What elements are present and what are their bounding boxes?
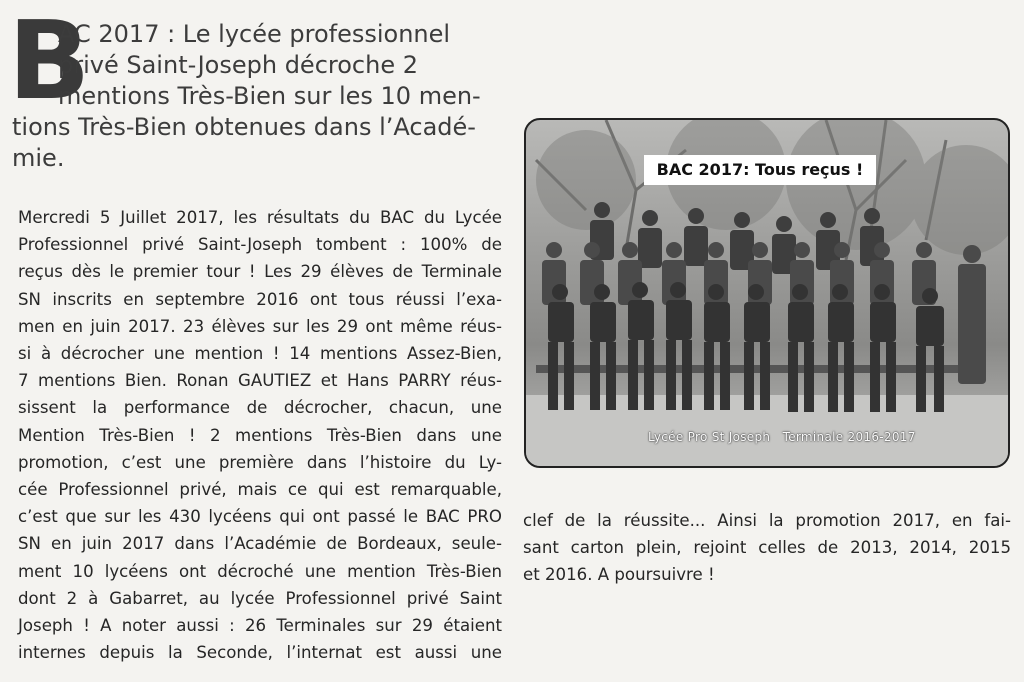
body-line: ment 10 lycéens ont décroché une mention Très-Bien	[18, 561, 502, 581]
body-line: Mention Très-Bien ! 2 mentions Très-Bien dans une	[18, 425, 502, 445]
body-line: 7 mentions Bien. Ronan GAUTIEZ et Hans PARRY réus-	[18, 371, 502, 391]
headline	[12, 19, 508, 174]
body-line: Professionnel privé Saint-Joseph tombent : 100% de	[18, 235, 502, 255]
headline-line: mentions Très-Bien sur les 10 men-	[58, 82, 481, 110]
article-body-column-2	[523, 507, 1011, 589]
body-line: Joseph ! A noter aussi : 26 Terminales sur 29 étaient	[18, 616, 502, 636]
body-line: et 2016. A poursuivre !	[523, 565, 715, 585]
body-line: Mercredi 5 Juillet 2017, les résultats du BAC du Lycée	[18, 208, 502, 227]
body-line: SN en juin 2017 dans l’Académie de Bordeaux, seule-	[18, 534, 502, 554]
body-line: promotion, c’est une première dans l’histoire du Ly-	[18, 452, 502, 472]
body-line: sissent la performance de décrocher, chacun, une	[18, 398, 502, 418]
headline-line: AC 2017 : Le lycée professionnel	[58, 20, 451, 48]
photo-caption: BAC 2017: Tous reçus !	[644, 155, 876, 185]
photo-footer-label: Lycée Pro St Joseph Terminale 2016-2017	[648, 430, 916, 444]
body-line: internes depuis la Seconde, l’internat est aussi une	[18, 643, 502, 663]
body-line: si à décrocher une mention ! 14 mentions Assez-Bien,	[18, 344, 502, 364]
headline-line: privé Saint-Joseph décroche 2	[58, 51, 418, 79]
body-line: sant carton plein, rejoint celles de 2013, 2014, 2015	[523, 538, 1011, 558]
body-line: c’est que sur les 430 lycéens qui ont passé le BAC PRO	[18, 507, 502, 527]
article-body-column-1	[18, 204, 502, 666]
headline-line: tions Très-Bien obtenues dans l’Acadé-	[12, 113, 476, 141]
class-photo	[524, 118, 1010, 468]
body-line: clef de la réussite... Ainsi la promotion 2017, en fai-	[523, 511, 1011, 530]
body-line: men en juin 2017. 23 élèves sur les 29 ont même réus-	[18, 316, 502, 336]
drop-cap: B	[8, 0, 91, 124]
body-line: cée Professionnel privé, mais ce qui est remarquable,	[18, 480, 502, 500]
body-line: SN inscrits en septembre 2016 ont tous réussi l’exa-	[18, 289, 502, 309]
body-line: dont 2 à Gabarret, au lycée Professionnel privé Saint	[18, 588, 502, 608]
headline-line: mie.	[12, 144, 65, 172]
body-line: reçus dès le premier tour ! Les 29 élèves de Terminale	[18, 262, 502, 282]
